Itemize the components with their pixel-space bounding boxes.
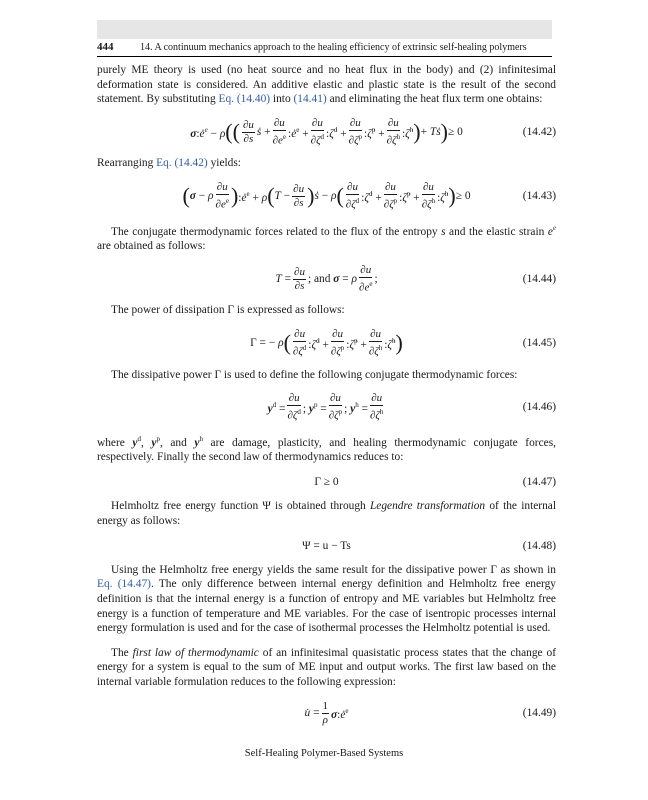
equation-14-43: (σ − ρ $\frac{\partial u}{\partial e^e}$ )$:ė^e + \rho(T$ − $\frac{\partial u}{\partial s}$ )ṡ − ρ( $\frac{\partial u}{\partial\zeta^d}$ :ζ̇$^d$ + $\frac{\partial u}{\partial\zeta^p}$ :ζ̇$^p$ + $\frac{\partial u}{\partial\zeta^h}$ :ζ̇$^h$)≥ 0 (14.43)	[182, 181, 556, 211]
equation-link[interactable]: (14.41)	[293, 93, 327, 106]
paragraph-1: purely ME theory is used (no heat source and no heat flux in the body) and (2) infinitesimal deformation state is considered. An additive elastic and plastic state is the result of the second statement. By substituting Eq. (14.40) into (14.41) and eliminating the heat flux term one obtains:	[97, 64, 556, 106]
paragraph-4: The power of dissipation Γ is expressed as follows:	[111, 304, 345, 317]
equation-number: (14.43)	[522, 189, 556, 202]
page-number: 444	[97, 41, 114, 53]
equation-link[interactable]: Eq. (14.47)	[97, 578, 151, 591]
equation-number: (14.45)	[522, 336, 556, 349]
equation-14-45: Γ = − ρ( $\frac{\partial u}{\partial\zeta^d}$ :ζ̇$^d$ + $\frac{\partial u}{\partial\zeta^p}$ :ζ̇$^p$ + $\frac{\partial u}{\partial\zeta^h}$ :ζ̇$^h$) (14.45)	[250, 327, 556, 358]
paragraph-2: Rearranging Eq. (14.42) yields:	[97, 157, 241, 170]
equation-number: (14.44)	[522, 272, 556, 285]
equation-number: (14.48)	[522, 539, 556, 552]
equation-link[interactable]: Eq. (14.42)	[156, 157, 208, 170]
paragraph-6: where $y^d$, $y^p$, and $y^h$ are damage, plasticity, and healing thermodynamic conjugate forces, respectively. Finally the second law of thermodynamics reduces to:	[97, 434, 556, 464]
paragraph-5: The dissipative power Γ is used to define the following conjugate thermodynamic forces:	[111, 368, 518, 381]
chapter-title: 14. A continuum mechanics approach to the healing efficiency of extrinsic self-healing polymers	[140, 42, 527, 53]
paragraph-8: Using the Helmholtz free energy yields the same result for the dissipative power Γ as shown in Eq. (14.47). The only difference between internal energy definition and Helmholtz free energy definition is that the internal energy is a function of entropy and ME variables but Helmholtz free energy is a function of temperature and ME variables. For the case of isentropic processes internal energy formulation is used and for the case of isothermal processes the Helmholtz potential is used.	[97, 563, 556, 635]
equation-number: (14.42)	[522, 125, 556, 138]
running-header	[97, 40, 552, 57]
paragraph-9: The first law of thermodynamic of an infinitesimal quasistatic process states that the change of energy for a system is equal to the sum of ME input and output works. The first law based on the internal variable formulation reduces to the following expression:	[97, 646, 557, 688]
equation-14-46: $y^d$ = $\frac{\partial u}{\partial\zeta^d}$ ; $y^p$ = $\frac{\partial u}{\partial\zeta^p}$ ; $y^h$ = $\frac{\partial u}{\partial\zeta^h}$ (14.46)	[267, 392, 556, 422]
equation-14-47: Γ ≥ 0 (14.47)	[314, 476, 556, 489]
equation-link[interactable]: Eq. (14.40)	[218, 93, 271, 106]
equation-number: (14.49)	[522, 706, 556, 719]
equation-14-48: Ψ = u − Ts (14.48)	[302, 539, 556, 552]
paragraph-3: The conjugate thermodynamic forces related to the flux of the entropy s and the elastic strain $e^e$ are obtained as follows:	[97, 223, 556, 253]
header-band	[97, 20, 552, 39]
equation-14-44: T = $\frac{\partial u}{\partial s}$ ; and σ = ρ $\frac{\partial u}{\partial e^e}$ ; (14.44)	[275, 263, 556, 294]
equation-14-42: $\sigma:ė^e - \rho$(( $\frac{\partial u}{\partial s}$ ṡ + $\frac{\partial u}{\partial e^e}$ $:ė^e$ + $\frac{\partial u}{\partial\zeta^d}$ :ζ̇$^d$ + $\frac{\partial u}{\partial\zeta^p}$ :ζ̇$^p$ + $\frac{\partial u}{\partial\zeta^h}$ :ζ̇$^h$)+ Tṡ)≥ 0 (14.42)	[190, 116, 556, 147]
paragraph-7: Helmholtz free energy function Ψ is obtained through Legendre transformation of the internal energy as follows:	[97, 500, 556, 527]
equation-14-49: u̇ = $\frac{1}{\rho}$ $\sigma:ė^e$ (14.49)	[304, 699, 556, 726]
equation-number: (14.46)	[522, 401, 556, 413]
equation-number: (14.47)	[522, 476, 556, 488]
footer-book-title: Self-Healing Polymer-Based Systems	[244, 748, 404, 759]
page-body	[97, 63, 556, 736]
